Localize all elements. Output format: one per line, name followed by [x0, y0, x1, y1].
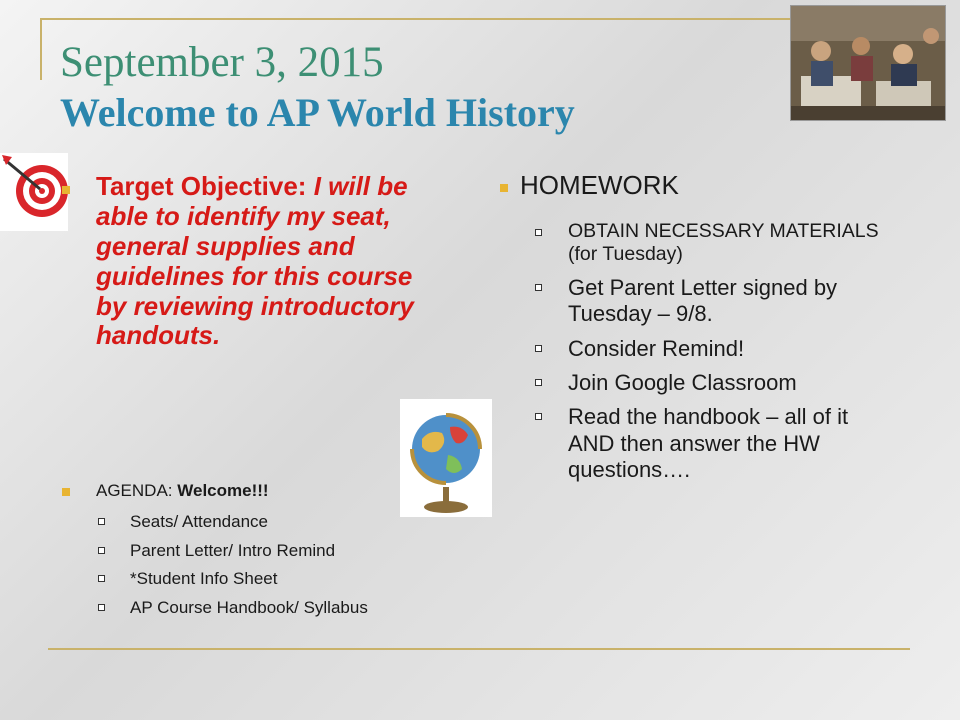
checkbox-bullet-icon	[98, 604, 105, 611]
homework-item-text: Consider Remind!	[568, 335, 745, 361]
bullet-square	[500, 184, 508, 192]
bullet-square	[62, 186, 70, 194]
checkbox-bullet-icon	[98, 518, 105, 525]
agenda-item-text: *Student Info Sheet	[130, 569, 278, 589]
agenda-list	[98, 512, 438, 626]
globe-icon	[400, 399, 492, 517]
list-item	[98, 598, 438, 618]
objective-label: Target Objective:	[96, 171, 314, 201]
homework-list	[535, 220, 895, 492]
checkbox-bullet-icon	[535, 284, 542, 291]
slide-title	[60, 38, 780, 136]
frame-line-bottom	[48, 648, 910, 650]
list-item	[98, 541, 438, 561]
list-item	[535, 404, 895, 483]
frame-line-left	[40, 18, 42, 80]
target-objective	[96, 172, 446, 351]
list-item	[98, 569, 438, 589]
checkbox-bullet-icon	[535, 345, 542, 352]
list-item	[98, 512, 438, 532]
homework-item-text: Get Parent Letter signed by Tuesday – 9/8.	[568, 274, 838, 327]
checkbox-bullet-icon	[535, 229, 542, 236]
checkbox-bullet-icon	[98, 575, 105, 582]
target-icon	[0, 153, 68, 231]
bullet-square	[62, 488, 70, 496]
agenda-item-text: Seats/ Attendance	[130, 512, 268, 531]
objective-text: I will be able to identify my seat, general supplies and guidelines for this course by reviewing introductory handouts.	[96, 171, 414, 351]
checkbox-bullet-icon	[535, 413, 542, 420]
homework-item-text: Read the handbook – all of it AND then answer the HW questions….	[568, 404, 849, 483]
agenda-highlight: Welcome!!!	[177, 481, 269, 500]
agenda-item-text: AP Course Handbook/ Syllabus	[130, 597, 368, 617]
checkbox-bullet-icon	[535, 379, 542, 386]
list-item	[535, 275, 895, 328]
title-welcome: Welcome to AP World History	[60, 89, 575, 135]
agenda-line	[96, 481, 269, 501]
agenda-item-text: Parent Letter/ Intro Remind	[130, 540, 336, 560]
list-item	[535, 370, 895, 396]
list-item	[535, 220, 895, 267]
agenda-label: AGENDA:	[96, 481, 178, 500]
list-item	[535, 336, 895, 362]
homework-item-text: Join Google Classroom	[568, 369, 797, 395]
homework-heading: HOMEWORK	[520, 170, 679, 200]
classroom-photo	[790, 5, 946, 121]
title-date: September 3, 2015	[60, 39, 384, 86]
checkbox-bullet-icon	[98, 547, 105, 554]
homework-item-text: OBTAIN NECESSARY MATERIALS (for Tuesday)	[568, 220, 879, 266]
frame-line-top	[40, 18, 790, 20]
